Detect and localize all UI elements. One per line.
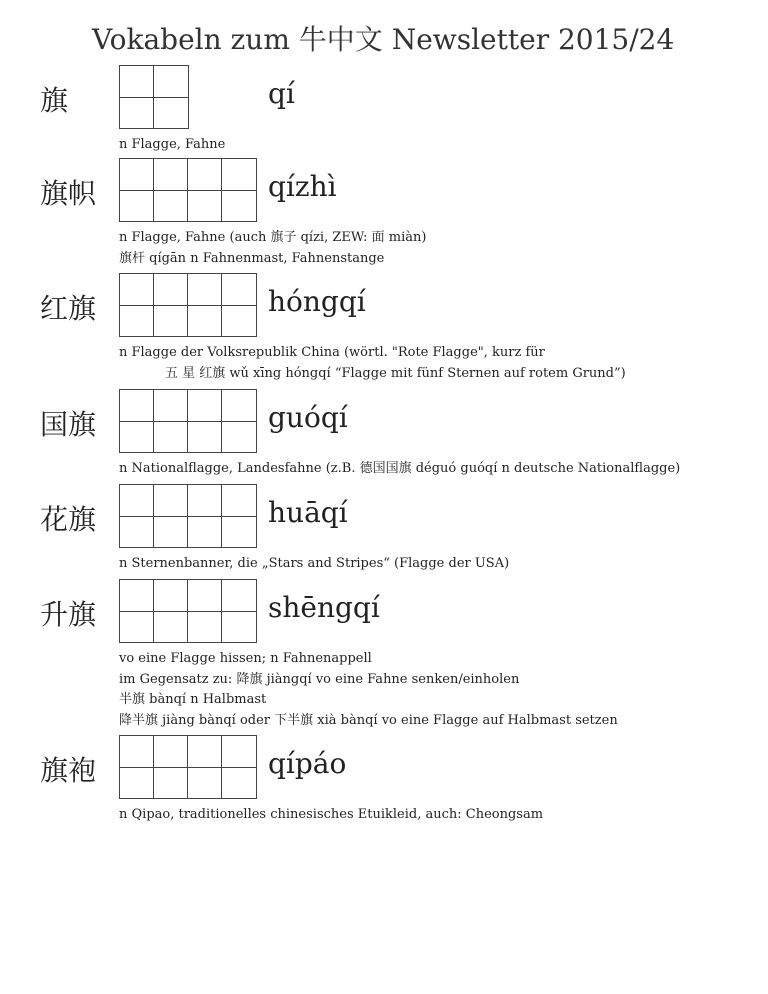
grid-cell — [188, 736, 222, 798]
writing-grid — [119, 735, 257, 799]
grid-cell — [120, 736, 154, 798]
grid-cell — [222, 159, 256, 221]
definition-line: 旗杆 qígān n Fahnenmast, Fahnenstange — [119, 250, 385, 266]
grid-cell — [222, 390, 256, 452]
entry-pinyin: shēngqí — [268, 591, 380, 624]
grid-cell — [188, 159, 222, 221]
definition-line: n Sternenbanner, die „Stars and Stripes“ (Flagge der USA) — [119, 556, 510, 571]
definition-line: n Flagge, Fahne (auch 旗子 qízi, ZEW: 面 miàn) — [119, 230, 427, 245]
grid-cell — [188, 390, 222, 452]
grid-cell — [154, 66, 188, 128]
entry-definitions — [119, 649, 618, 731]
grid-cell — [120, 580, 154, 642]
grid-cell — [188, 274, 222, 336]
writing-grid — [119, 65, 189, 129]
grid-cell — [120, 66, 154, 128]
entry-definitions — [119, 459, 680, 480]
entry-definitions — [119, 135, 225, 156]
grid-cell — [222, 580, 256, 642]
definition-line: 降半旗 jiàng bànqí oder 下半旗 xià bànqí vo eine Flagge auf Halbmast setzen — [119, 712, 618, 728]
grid-cell — [154, 274, 188, 336]
definition-line: vo eine Flagge hissen; n Fahnenappell — [119, 651, 372, 666]
entry-definitions — [119, 343, 626, 384]
grid-cell — [154, 390, 188, 452]
grid-cell — [120, 159, 154, 221]
writing-grid — [119, 484, 257, 548]
entry-hanzi: 红旗 — [40, 292, 97, 325]
grid-cell — [154, 159, 188, 221]
definition-line: 半旗 bànqí n Halbmast — [119, 692, 267, 707]
writing-grid — [119, 389, 257, 453]
grid-cell — [120, 390, 154, 452]
entry-pinyin: qí — [268, 77, 295, 110]
grid-cell — [188, 485, 222, 547]
definition-line: n Qipao, traditionelles chinesisches Etuikleid, auch: Cheongsam — [119, 807, 544, 822]
entry-definitions — [119, 805, 543, 826]
definition-line: n Flagge, Fahne — [119, 137, 226, 152]
definition-line: n Nationalflagge, Landesfahne (z.B. 德国国旗 déguó guóqí n deutsche Nationalflagge) — [119, 461, 681, 476]
entry-hanzi: 升旗 — [40, 598, 97, 631]
entry-hanzi: 旗帜 — [40, 177, 97, 210]
entry-pinyin: qípáo — [268, 747, 347, 780]
entry-hanzi: 旗袍 — [40, 754, 97, 787]
grid-cell — [120, 485, 154, 547]
entry-pinyin: hóngqí — [268, 285, 366, 318]
grid-cell — [222, 274, 256, 336]
grid-cell — [120, 274, 154, 336]
grid-cell — [154, 736, 188, 798]
entry-pinyin: guóqí — [268, 401, 348, 434]
entry-pinyin: huāqí — [268, 496, 348, 529]
entry-hanzi: 国旗 — [40, 408, 97, 441]
grid-cell — [222, 485, 256, 547]
entry-hanzi: 花旗 — [40, 503, 97, 536]
writing-grid — [119, 579, 257, 643]
entry-definitions — [119, 228, 426, 269]
grid-cell — [154, 485, 188, 547]
definition-line: im Gegensatz zu: 降旗 jiàngqí vo eine Fahne senken/einholen — [119, 671, 520, 687]
definition-line: n Flagge der Volksrepublik China (wörtl. "Rote Flagge", kurz für — [119, 345, 545, 360]
writing-grid — [119, 158, 257, 222]
grid-cell — [188, 580, 222, 642]
entry-hanzi: 旗 — [40, 84, 69, 117]
page-title: Vokabeln zum 牛中文 Newsletter 2015/24 — [92, 23, 675, 56]
entry-definitions — [119, 554, 509, 575]
definition-line: 五 星 红旗 wǔ xīng hóngqí “Flagge mit fünf Sternen auf rotem Grund”) — [165, 365, 626, 381]
writing-grid — [119, 273, 257, 337]
grid-cell — [222, 736, 256, 798]
grid-cell — [154, 580, 188, 642]
entry-pinyin: qízhì — [268, 170, 337, 203]
